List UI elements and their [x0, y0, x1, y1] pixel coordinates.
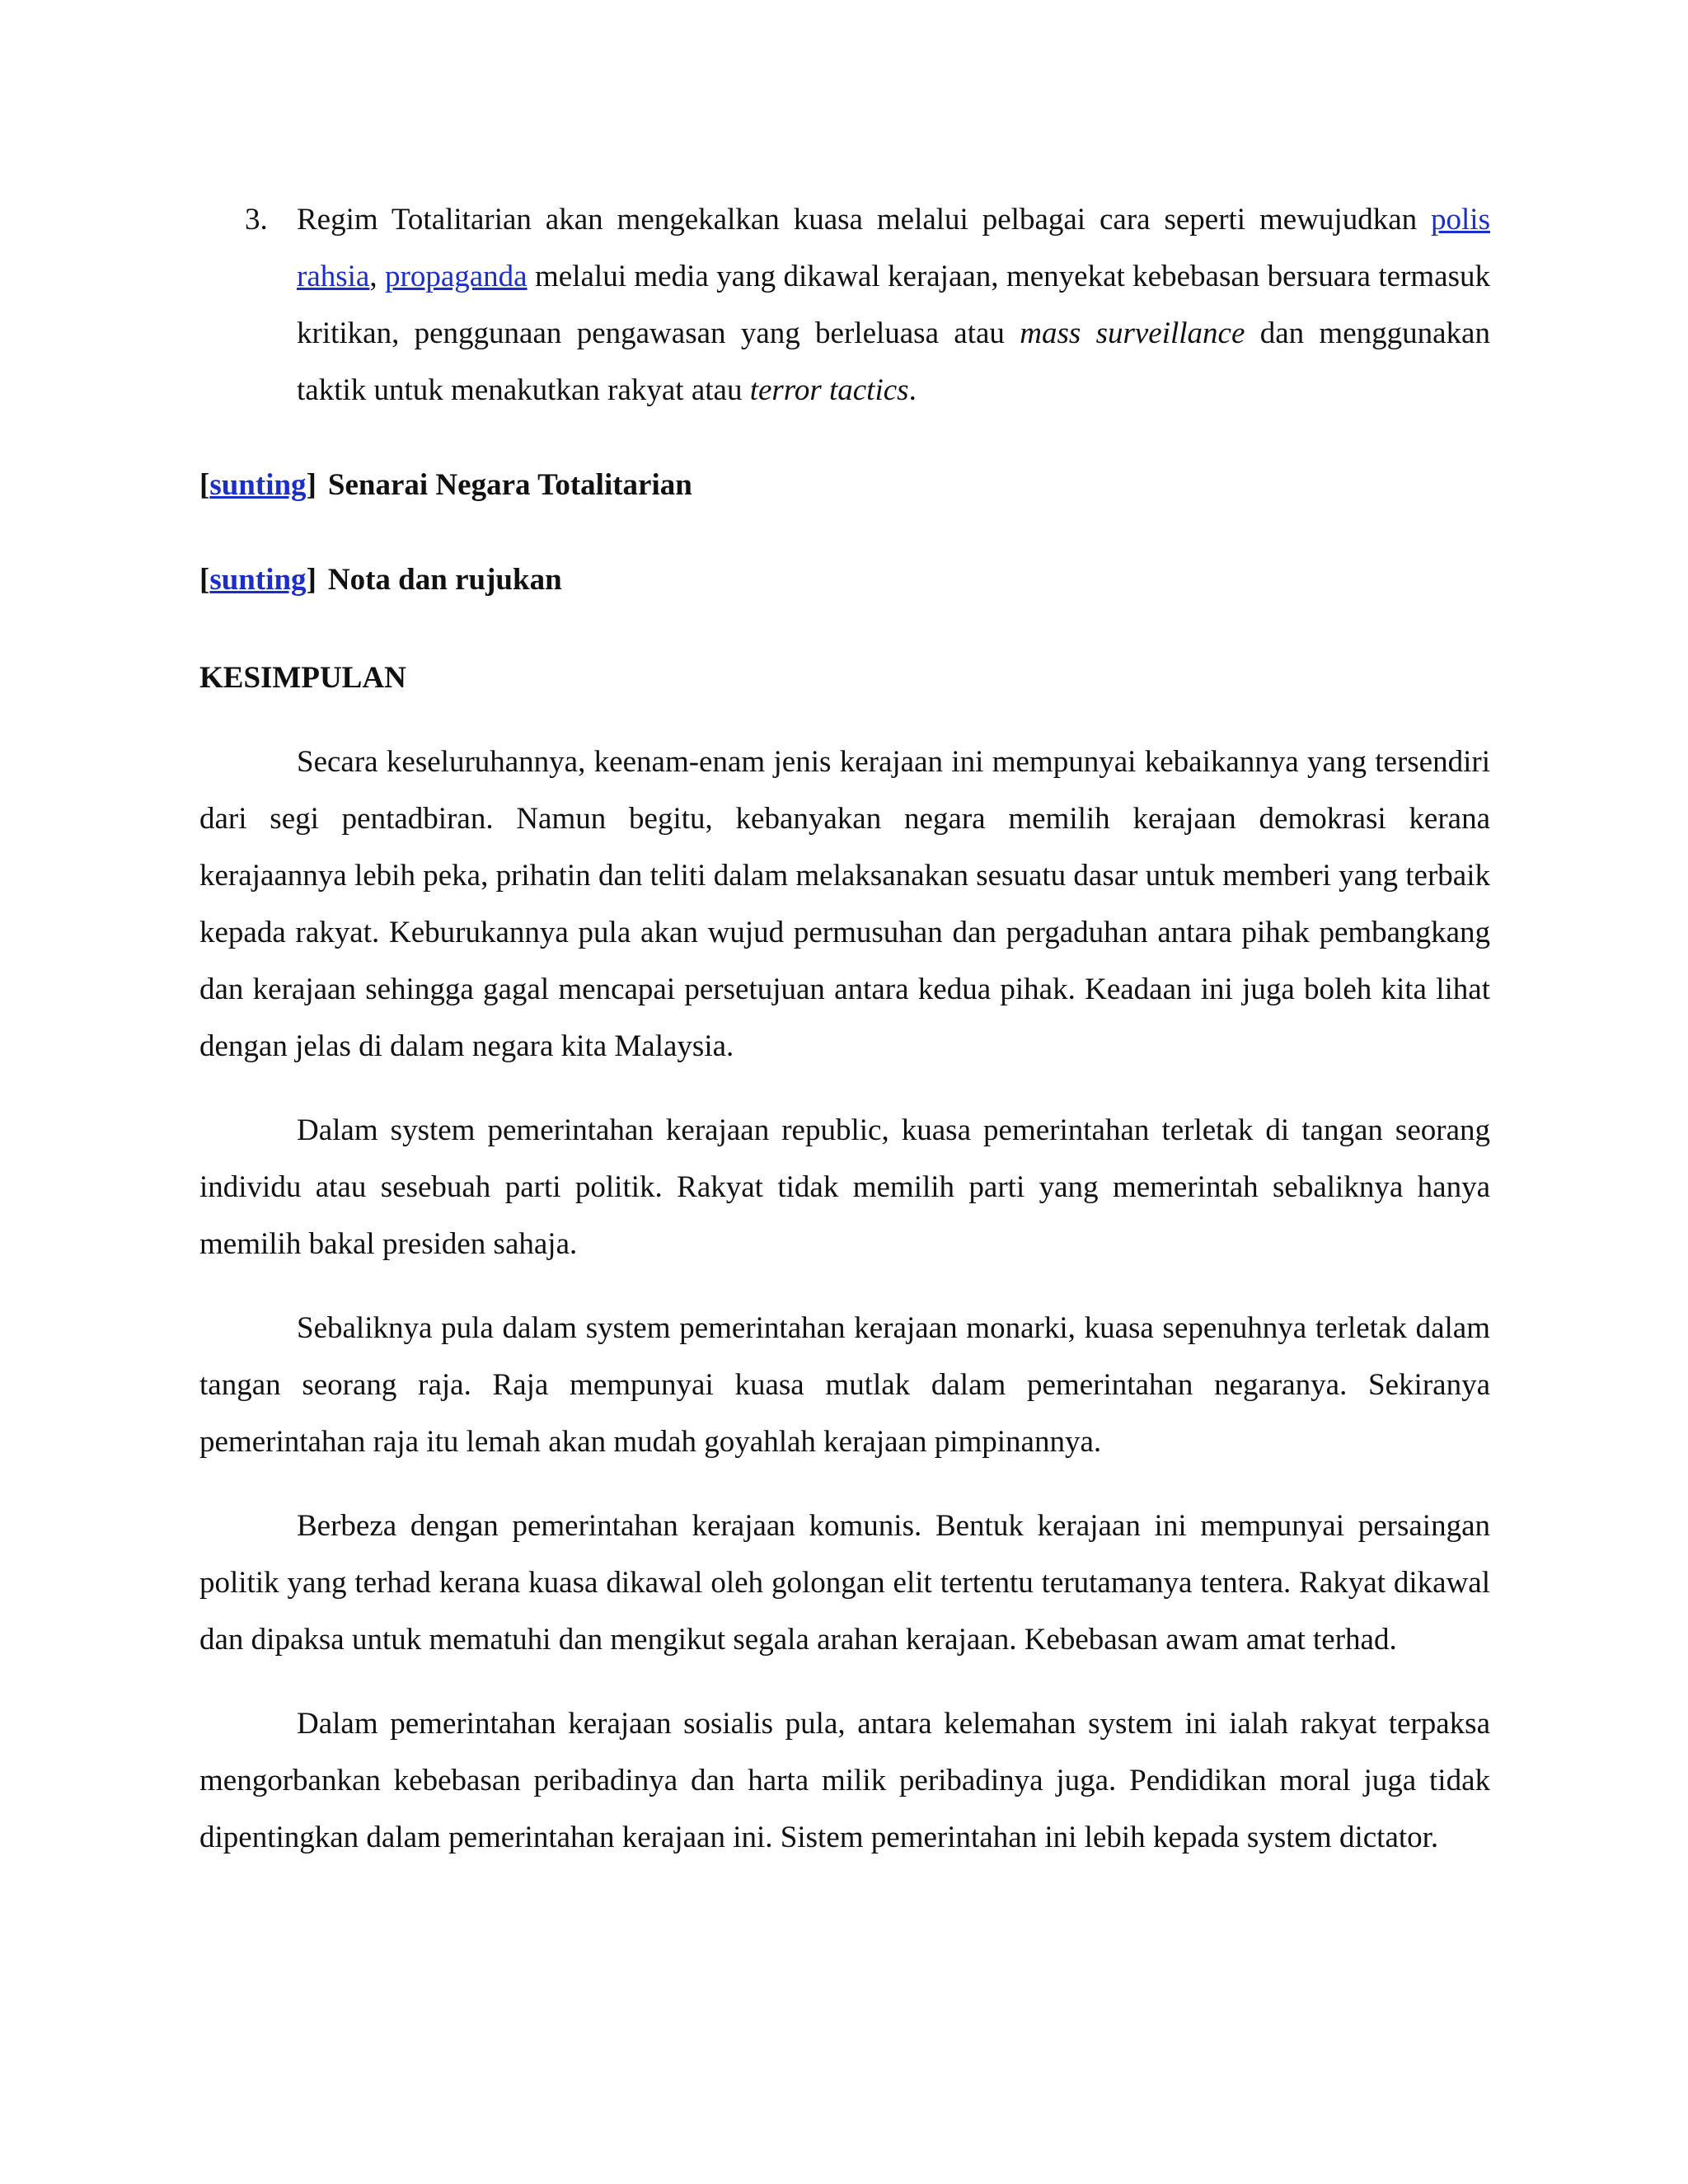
- edit-link-sunting[interactable]: sunting: [209, 468, 307, 502]
- document-content: [199, 191, 1490, 1866]
- link-polis-rahsia[interactable]: polis rahsia: [297, 203, 1490, 293]
- italic-mass-surveillance: mass surveillance: [1020, 316, 1245, 350]
- list-text-after-mass: dan menggunakan taktik untuk menakutkan rakyat atau: [297, 316, 1490, 407]
- list-text-end: .: [908, 373, 917, 407]
- heading-kesimpulan: KESIMPULAN: [199, 661, 406, 695]
- paragraph: Dalam pemerintahan kerajaan sosialis pula, antara kelemahan system ini ialah rakyat terpaksa mengorbankan kebebasan peribadinya dan harta milik peribadinya juga. Pendidikan moral juga tidak dipentingkan dalam pemerintahan kerajaan ini. Sistem pemerintahan ini lebih kepada system dictator.: [199, 1707, 1490, 1854]
- edit-link-sunting[interactable]: sunting: [209, 563, 307, 597]
- link-propaganda[interactable]: propaganda: [385, 260, 528, 293]
- bracket-close: ]: [306, 468, 316, 502]
- paragraph: Berbeza dengan pemerintahan kerajaan komunis. Bentuk kerajaan ini mempunyai persaingan politik yang terhad kerana kuasa dikawal oleh golongan elit tertentu terutamanya tentera. Rakyat dikawal dan dipaksa untuk mematuhi dan mengikut segala arahan kerajaan. Kebebasan awam amat terhad.: [199, 1509, 1490, 1657]
- bracket-open: [: [199, 468, 210, 502]
- heading-title: Nota dan rujukan: [327, 563, 562, 597]
- heading-senarai-negara-totalitarian: [199, 457, 1490, 513]
- paragraph: Secara keseluruhannya, keenam-enam jenis kerajaan ini mempunyai kebaikannya yang tersendiri dari segi pentadbiran. Namun begitu, kebanyakan negara memilih kerajaan demokrasi kerana kerajaannya lebih peka, prihatin dan teliti dalam melaksanakan sesuatu dasar untuk memberi yang terbaik kepada rakyat. Keburukannya pula akan wujud permusuhan dan pergaduhan antara pihak pembangkang dan kerajaan sehingga gagal mencapai persetujuan antara kedua pihak. Keadaan ini juga boleh kita lihat dengan jelas di dalam negara kita Malaysia.: [199, 745, 1490, 1063]
- paragraph: Dalam system pemerintahan kerajaan republic, kuasa pemerintahan terletak di tangan seorang individu atau sesebuah parti politik. Rakyat tidak memilih parti yang memerintah sebaliknya hanya memilih bakal presiden sahaja.: [199, 1113, 1490, 1261]
- heading-nota-dan-rujukan: [199, 551, 1490, 608]
- paragraph: Sebaliknya pula dalam system pemerintahan kerajaan monarki, kuasa sepenuhnya terletak dalam tangan seorang raja. Raja mempunyai kuasa mutlak dalam pemerintahan negaranya. Sekiranya pemerintahan raja itu lemah akan mudah goyahlah kerajaan pimpinannya.: [199, 1311, 1490, 1459]
- list-item-3: [199, 191, 1490, 419]
- list-number: 3.: [245, 203, 268, 237]
- list-comma: ,: [369, 260, 386, 293]
- list-text-middle: melalui media yang dikawal kerajaan, menyekat kebebasan bersuara termasuk kritikan, penggunaan pengawasan yang berleluasa atau: [297, 260, 1490, 350]
- list-text-before-links: Regim Totalitarian akan mengekalkan kuasa melalui pelbagai cara seperti mewujudkan: [297, 203, 1432, 237]
- bracket-open: [: [199, 563, 210, 597]
- italic-terror-tactics: terror tactics: [749, 373, 909, 407]
- heading-title: Senarai Negara Totalitarian: [327, 468, 692, 502]
- bracket-close: ]: [306, 563, 316, 597]
